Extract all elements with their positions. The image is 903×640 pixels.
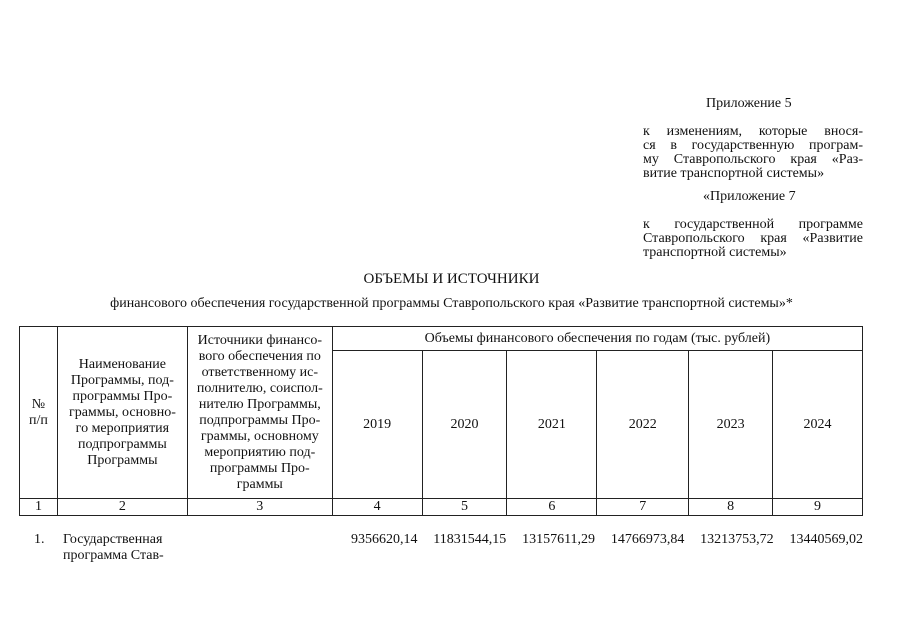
row-value-2024: 13440569,02 [789, 532, 863, 547]
row-value-2019: 9356620,14 [351, 532, 418, 547]
appendix-title-2: «Приложение 7 [703, 189, 796, 204]
row-name: Государственная программа Став- [63, 532, 164, 563]
appendix-text-2 [643, 218, 863, 260]
header-name: Наименование Программы, под- программы Про- граммы, основно- го мероприятия подпрограммы Программы [57, 327, 187, 499]
column-number: 4 [332, 499, 422, 516]
appendix-text-line: транспортной системы» [643, 245, 787, 260]
column-number: 2 [57, 499, 187, 516]
appendix-text-line: к государственной программе [643, 217, 863, 232]
financing-table [19, 326, 863, 516]
appendix-text-line: Ставропольского края «Развитие [643, 231, 863, 246]
header-sources: Источники финансо- вого обеспечения по ответственному ис- полнителю, соиспол- нителю Программы, подпрограммы Про- граммы, основному мероприятию под- программы Про- граммы [187, 327, 332, 499]
row-value-2023: 13213753,72 [700, 532, 774, 547]
row-number: 1. [34, 532, 45, 547]
document-subtitle: финансового обеспечения государственной программы Ставропольского края «Развитие транспортной системы»* [110, 296, 793, 311]
header-year: 2023 [689, 351, 773, 499]
header-year: 2019 [332, 351, 422, 499]
header-year: 2022 [597, 351, 689, 499]
header-year: 2021 [507, 351, 597, 499]
document-title: ОБЪЕМЫ И ИСТОЧНИКИ [363, 271, 540, 287]
row-value-2021: 13157611,29 [522, 532, 596, 547]
appendix-text-line: витие транспортной системы» [643, 166, 825, 181]
column-number: 7 [597, 499, 689, 516]
column-number: 6 [507, 499, 597, 516]
column-number: 9 [773, 499, 863, 516]
header-number: № п/п [20, 327, 58, 499]
column-number: 1 [20, 499, 58, 516]
column-number: 3 [187, 499, 332, 516]
header-year: 2020 [422, 351, 507, 499]
header-financing-volumes: Объемы финансового обеспечения по годам (тыс. рублей) [332, 327, 862, 351]
appendix-text-line: ся в государственную програм- [643, 138, 863, 153]
appendix-text-line: к изменениям, которые внося- [643, 124, 863, 139]
column-number: 8 [689, 499, 773, 516]
appendix-title: Приложение 5 [706, 96, 792, 111]
appendix-text-line: му Ставропольского края «Раз- [643, 152, 863, 167]
appendix-text [643, 125, 863, 181]
column-number: 5 [422, 499, 507, 516]
row-value-2022: 14766973,84 [610, 532, 685, 547]
header-year: 2024 [773, 351, 863, 499]
row-values [351, 532, 863, 548]
row-value-2020: 11831544,15 [433, 532, 507, 547]
